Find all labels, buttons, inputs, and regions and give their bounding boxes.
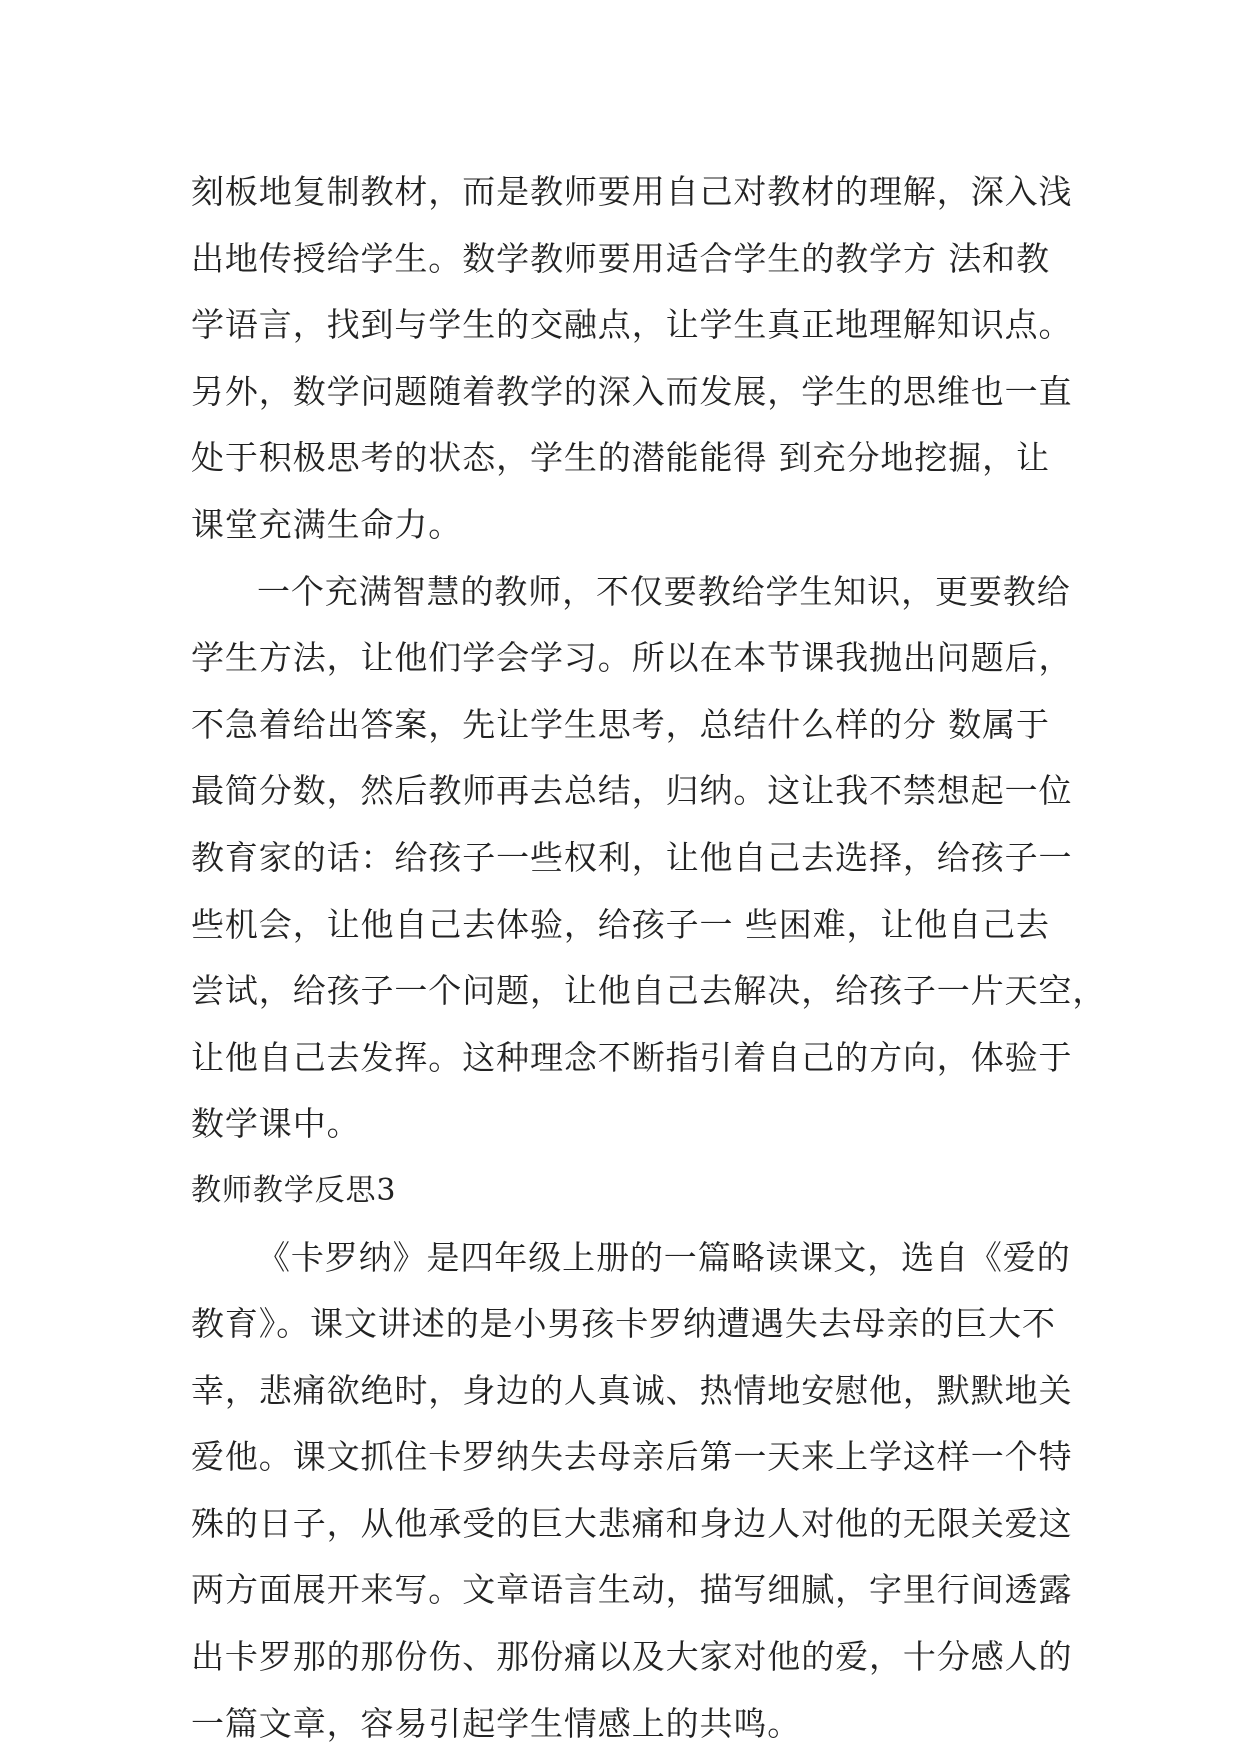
text-line: 一篇文章，容易引起学生情感上的共鸣。 <box>191 1691 1071 1757</box>
text-line: 处于积极思考的状态，学生的潜能能得 到充分地挖掘，让 <box>191 425 1071 492</box>
paragraph-3 <box>191 1225 1071 1757</box>
text-line: 不急着给出答案，先让学生思考，总结什么样的分 数属于 <box>191 692 1071 759</box>
text-line: 另外，数学问题随着教学的深入而发展，学生的思维也一直 <box>191 359 1071 426</box>
text-line: 《卡罗纳》是四年级上册的一篇略读课文，选自《爱的 <box>191 1225 1071 1292</box>
text-line: 让他自己去发挥。这种理念不断指引着自己的方向，体验于 <box>191 1025 1071 1092</box>
text-line: 学生方法，让他们学会学习。所以在本节课我抛出问题后， <box>191 625 1071 692</box>
text-line: 出卡罗那的那份伤、那份痛以及大家对他的爱，十分感人的 <box>191 1624 1071 1691</box>
paragraph-1 <box>191 159 1071 559</box>
text-line: 教育家的话：给孩子一些权利，让他自己去选择，给孩子一 <box>191 825 1071 892</box>
text-line: 刻板地复制教材，而是教师要用自己对教材的理解，深入浅 <box>191 159 1071 226</box>
text-line: 数学课中。 <box>191 1091 1071 1158</box>
text-line: 学语言，找到与学生的交融点，让学生真正地理解知识点。 <box>191 292 1071 359</box>
text-line: 幸，悲痛欲绝时，身边的人真诚、热情地安慰他，默默地关 <box>191 1358 1071 1425</box>
text-line: 殊的日子，从他承受的巨大悲痛和身边人对他的无限关爱这 <box>191 1491 1071 1558</box>
text-line: 最简分数，然后教师再去总结，归纳。这让我不禁想起一位 <box>191 758 1071 825</box>
section-heading: 教师教学反思3 <box>191 1158 1071 1225</box>
text-line: 出地传授给学生。数学教师要用适合学生的教学方 法和教 <box>191 226 1071 293</box>
text-line: 课堂充满生命力。 <box>191 492 1071 559</box>
text-line: 一个充满智慧的教师，不仅要教给学生知识，更要教给 <box>191 559 1071 626</box>
text-line: 些机会，让他自己去体验，给孩子一 些困难，让他自己去 <box>191 892 1071 959</box>
text-line: 教育》。课文讲述的是小男孩卡罗纳遭遇失去母亲的巨大不 <box>191 1291 1071 1358</box>
paragraph-2 <box>191 559 1071 1158</box>
document-body <box>191 159 1071 1757</box>
text-line: 爱他。课文抓住卡罗纳失去母亲后第一天来上学这样一个特 <box>191 1424 1071 1491</box>
text-line: 两方面展开来写。文章语言生动，描写细腻，字里行间透露 <box>191 1557 1071 1624</box>
text-line: 尝试，给孩子一个问题，让他自己去解决，给孩子一片天空， <box>191 958 1071 1025</box>
